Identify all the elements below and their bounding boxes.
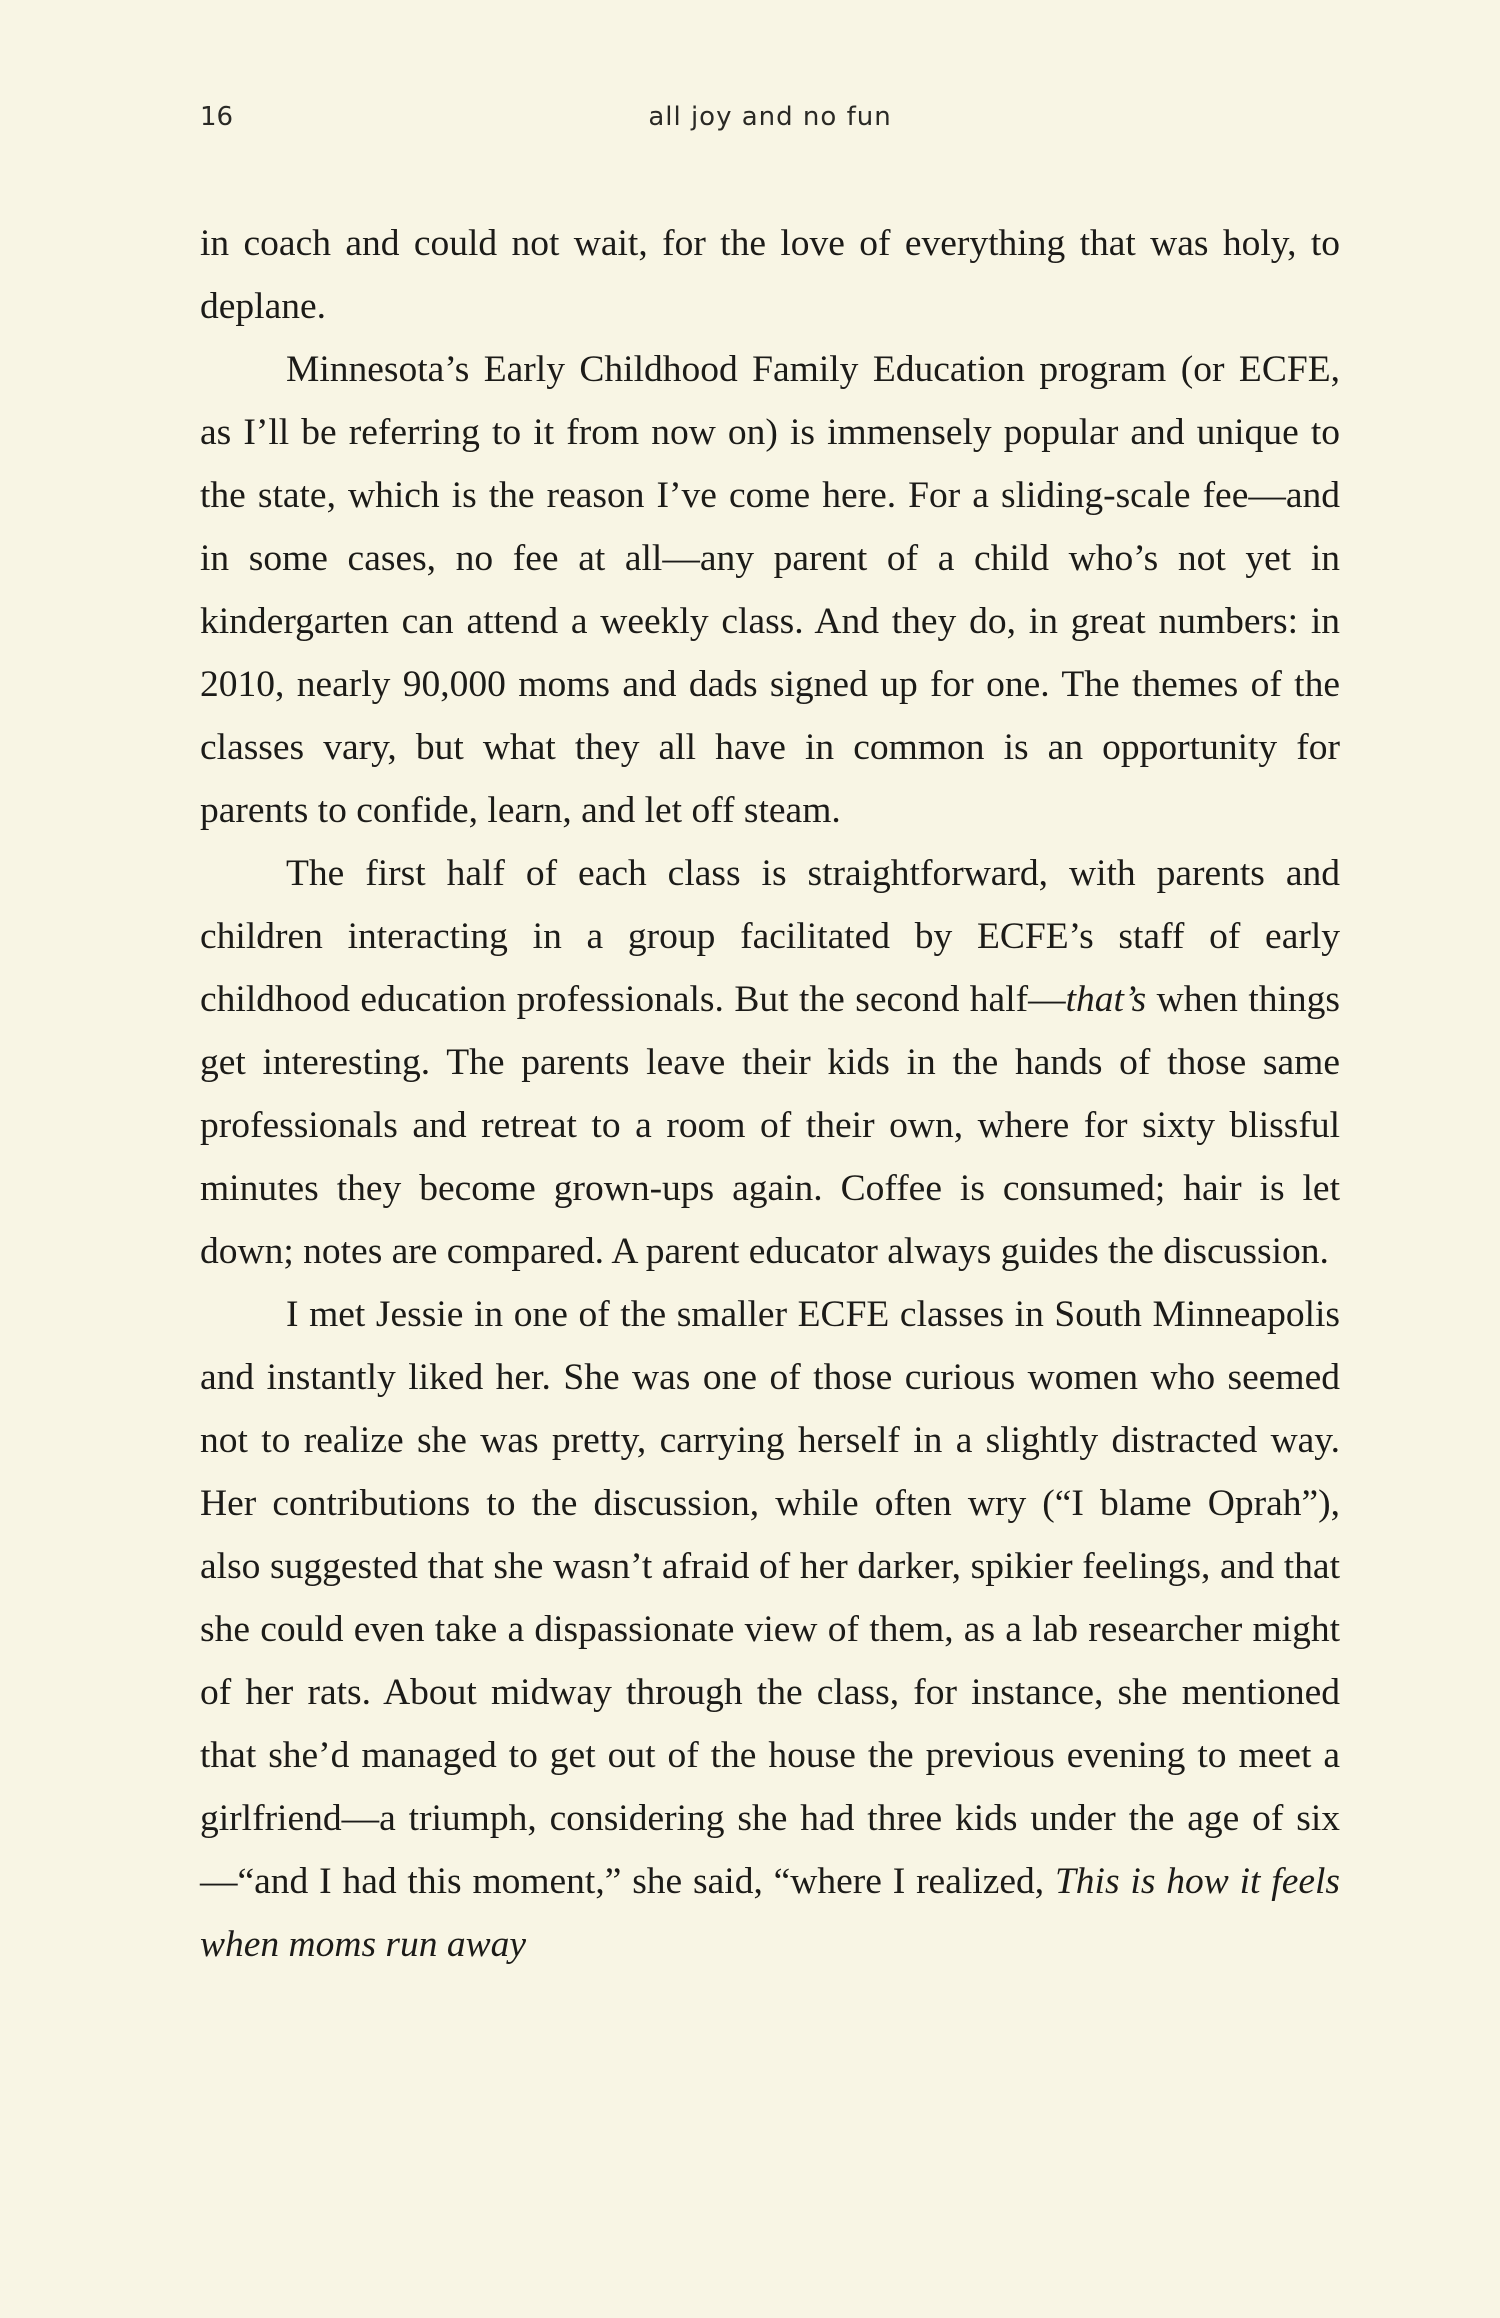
paragraph-1 xyxy=(200,212,1340,338)
book-title: all joy and no fun xyxy=(648,102,892,132)
paragraph-2 xyxy=(200,338,1340,842)
running-head xyxy=(200,102,1340,142)
paragraph-2-text: Minnesota’s Early Childhood Family Education program (or ECFE, as I’ll be referring to it from now on) is immensely popular and unique to the state, which is the reason I’ve come here. For a sliding-scale fee—and in some cases, no fee at all—any parent of a child who’s not yet in kindergarten can attend a weekly class. And they do, in great numbers: in 2010, nearly 90,000 moms and dads signed up for one. The themes of the classes vary, but what they all have in common is an opportunity for parents to confide, learn, and let off steam. xyxy=(200,349,1340,831)
paragraph-3-italic: that’s xyxy=(1065,979,1147,1020)
paragraph-4-italic: This is how it feels when moms run away xyxy=(200,1861,1341,1965)
page-number: 16 xyxy=(200,102,234,132)
paragraph-4 xyxy=(200,1283,1340,1976)
paragraph-1-text: in coach and could not wait, for the love of everything that was holy, to deplane. xyxy=(200,223,1340,327)
paragraph-4-text: I met Jessie in one of the smaller ECFE classes in South Minneapolis and instantly liked her. She was one of those curious women who seemed not to realize she was pretty, carrying herself in a slightly distracted way. Her contributions to the discussion, while often wry (“I blame Oprah”), also suggested that she wasn’t afraid of her darker, spikier feelings, and that she could even take a dispassionate view of them, as a lab researcher might of her rats. About midway through the class, for instance, she mentioned that she’d managed to get out of the house the previous evening to meet a girlfriend—a triumph, considering she had three kids under the age of six—“and I had this moment,” she said, “where I realized, xyxy=(200,1294,1340,1902)
body-text xyxy=(200,212,1340,1976)
paragraph-3-text-end: when things get interesting. The parents leave their kids in the hands of those same professionals and retreat to a room of their own, where for sixty blissful minutes they become grown-ups again. Coffee is consumed; hair is let down; notes are compared. A parent educator always guides the discussion. xyxy=(200,979,1340,1272)
paragraph-3 xyxy=(200,842,1340,1283)
paragraph-3-text-start: The first half of each class is straightforward, with parents and children interacting in a group facilitated by ECFE’s staff of early childhood education professionals. But the second half— xyxy=(200,853,1340,1020)
